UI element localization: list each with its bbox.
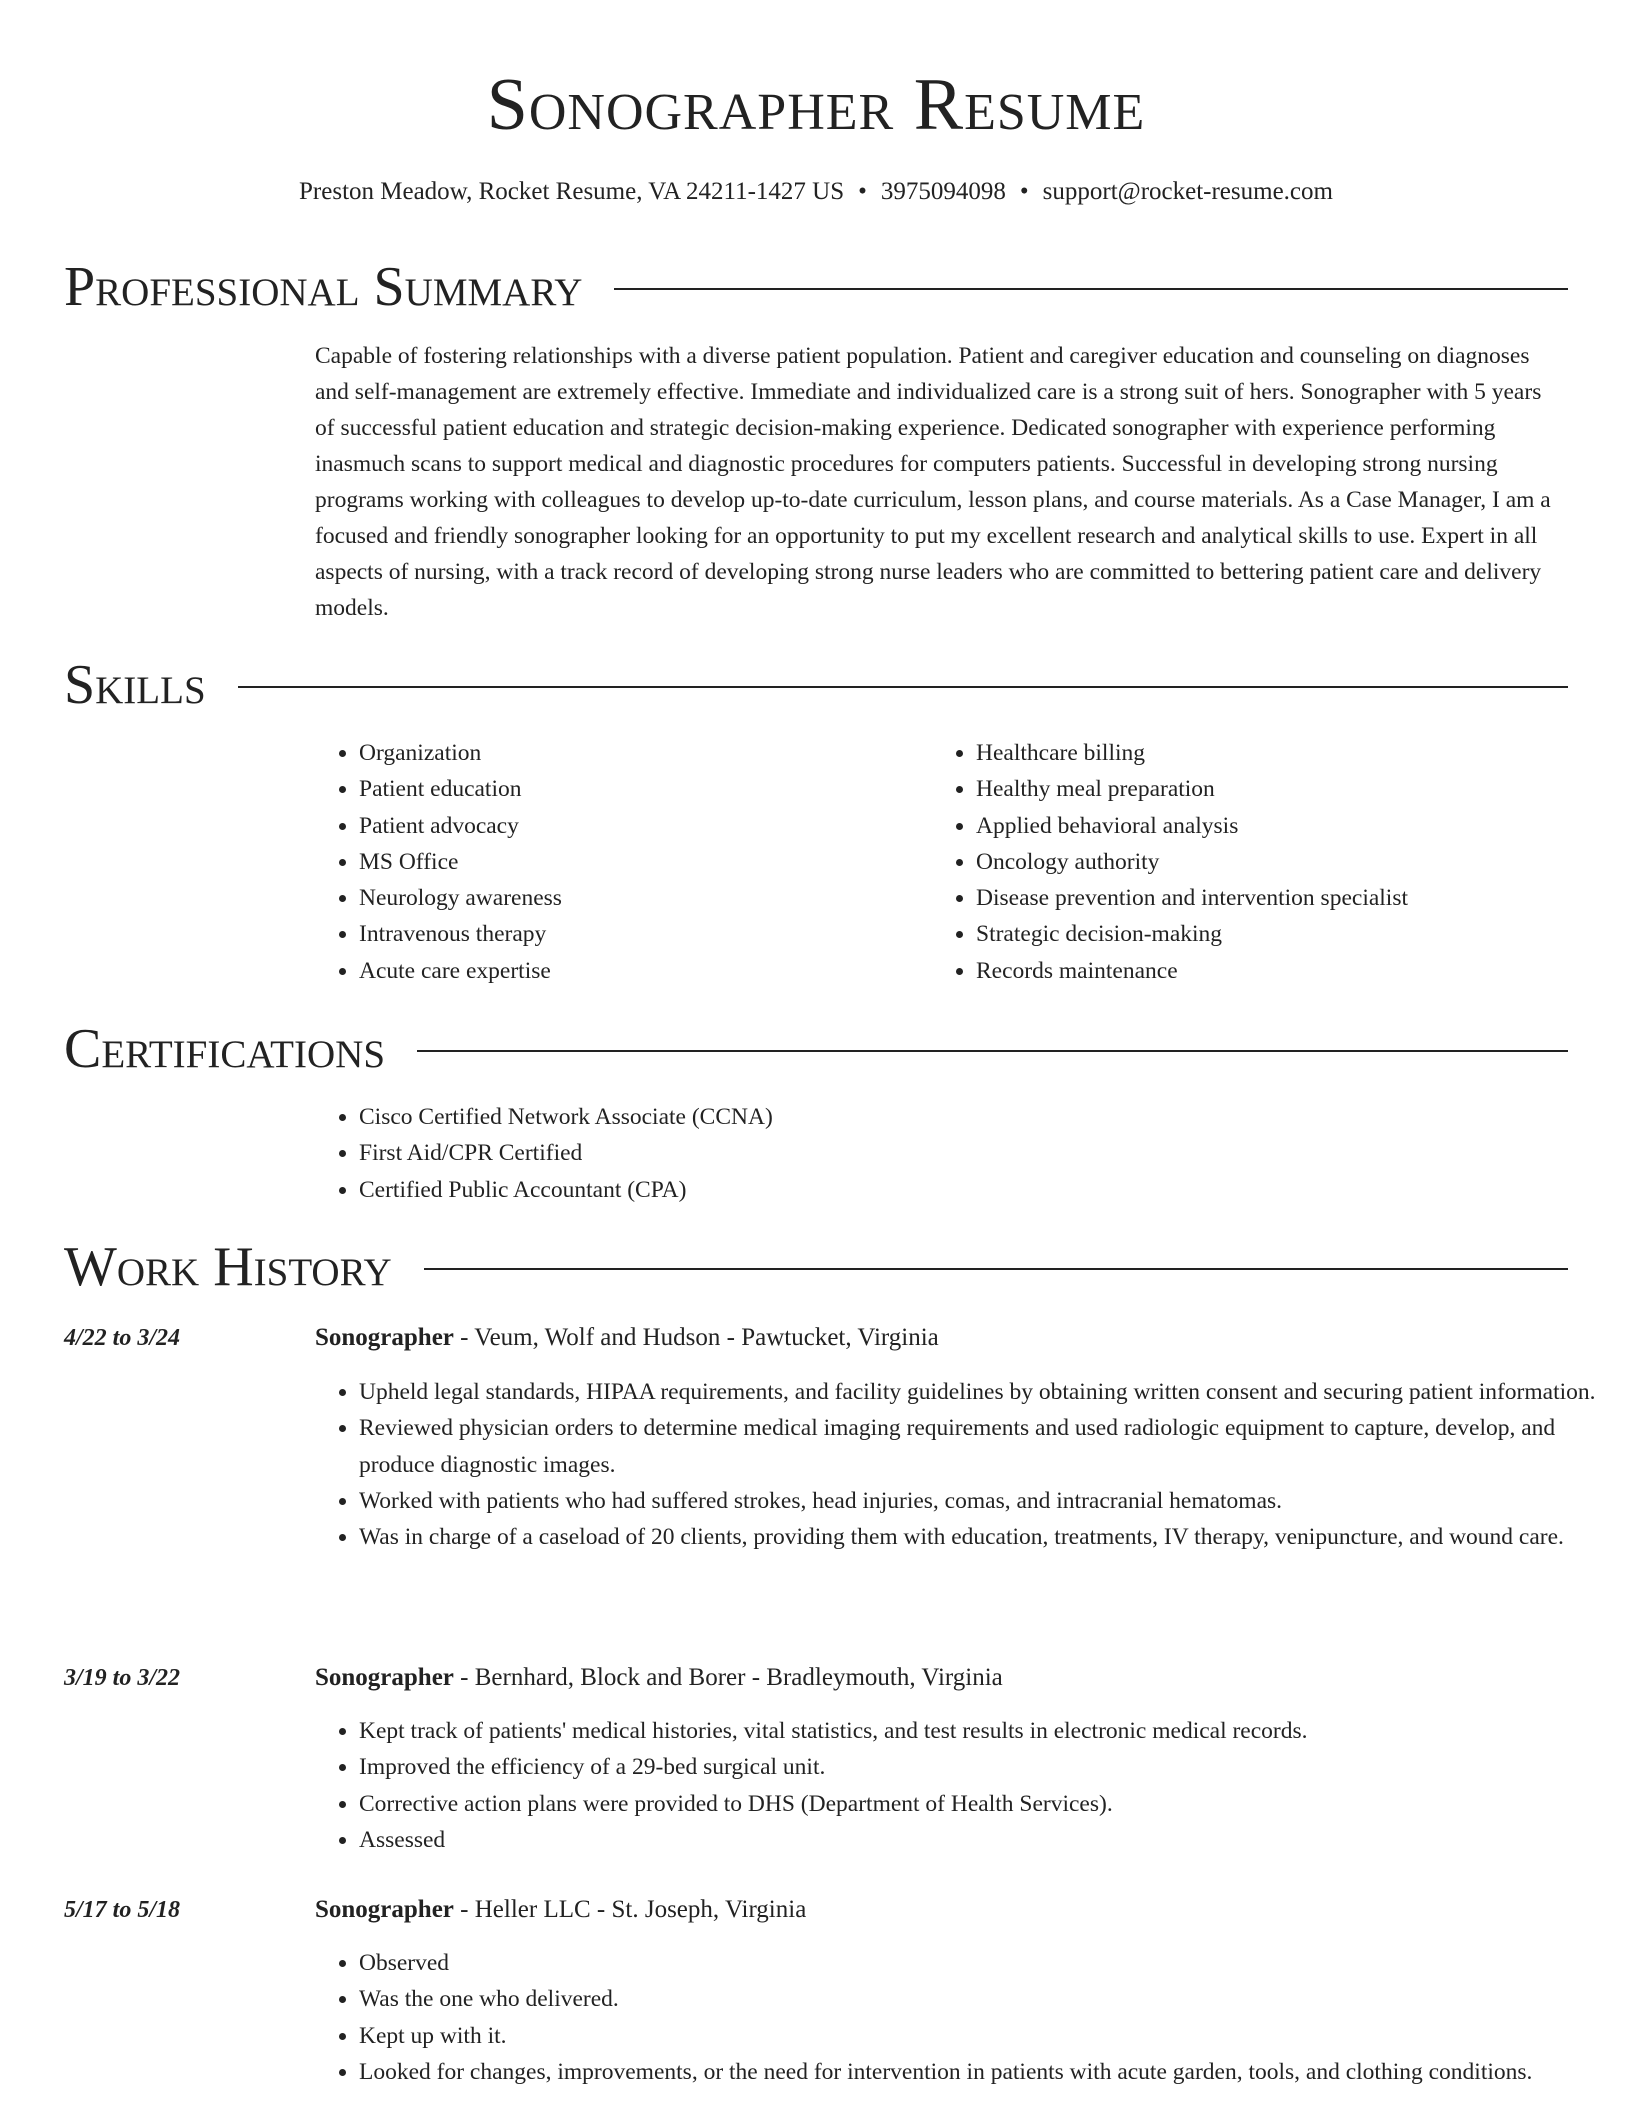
skill-item: • Oncology authority [976,844,1408,880]
job-duty: • Was the one who delivered. [359,1981,1614,2017]
job-employer: - Heller LLC - St. Joseph, Virginia [453,1896,807,1923]
job-dates: 3/19 to 3/22 [64,1665,181,1691]
skill-item: • Strategic decision-making [976,916,1408,952]
contact-separator: • [858,178,867,205]
certification-item: • Certified Public Accountant (CPA) [359,1172,773,1208]
job-dates: 4/22 to 3/24 [64,1325,181,1351]
job-role: Sonographer [315,1664,454,1691]
skill-item: • Neurology awareness [359,880,562,916]
job-duty: • Improved the efficiency of a 29-bed surgical unit. [359,1749,1614,1785]
job-role: Sonographer [315,1324,454,1351]
job-dates: 5/17 to 5/18 [64,1897,181,1923]
section-divider [614,288,1568,290]
section-header-skills [64,650,1568,720]
job-duties-list [315,1713,1614,1858]
job-heading [315,1892,806,1928]
job-role: Sonographer [315,1896,454,1923]
contact-separator: • [1019,178,1029,205]
skill-item: • Acute care expertise [359,953,562,989]
job-duty: • Looked for changes, improvements, or the need for intervention in patients with acute garden, tools, and clothing conditions. [359,2054,1614,2090]
job-duty: • Corrective action plans were provided to DHS (Department of Health Services). [359,1786,1614,1822]
skills-list-right [932,735,1408,989]
skill-item: • Intravenous therapy [359,916,562,952]
certifications-list [315,1099,773,1208]
job-employer: - Veum, Wolf and Hudson - Pawtucket, Virginia [453,1324,939,1351]
job-duty: • Upheld legal standards, HIPAA requirements, and facility guidelines by obtaining written consent and securing patient information. [359,1374,1614,1410]
certification-item: • First Aid/CPR Certified [359,1135,773,1171]
job-heading [315,1660,1003,1696]
job-duties-list [315,1374,1614,1555]
skill-item: • Patient education [359,771,562,807]
section-divider [424,1268,1568,1270]
job-duty: • Observed [359,1945,1614,1981]
skill-item: • Patient advocacy [359,808,562,844]
job-heading [315,1320,939,1356]
section-header-summary [64,252,1568,322]
job-duties-list [315,1945,1614,2090]
job-employer: - Bernhard, Block and Borer - Bradleymouth, Virginia [453,1664,1003,1691]
job-duty: • Worked with patients who had suffered strokes, head injuries, comas, and intracranial hematomas. [359,1483,1614,1519]
contact-address: Preston Meadow, Rocket Resume, VA 24211-1427 US [299,178,845,205]
skill-item: • MS Office [359,844,562,880]
skill-item: • Organization [359,735,562,771]
job-duty: • Was in charge of a caseload of 20 clients, providing them with education, treatments, IV therapy, venipuncture, and wound care. [359,1519,1614,1555]
section-divider [238,686,1568,688]
skill-item: • Healthy meal preparation [976,771,1408,807]
skill-item: • Healthcare billing [976,735,1408,771]
contact-line [0,174,1632,210]
skill-item: • Records maintenance [976,953,1408,989]
contact-phone: 3975094098 [880,178,1006,205]
section-divider [417,1050,1568,1052]
skill-item: • Applied behavioral analysis [976,808,1408,844]
skills-list-left [315,735,562,989]
job-duty: • Kept up with it. [359,2018,1614,2054]
section-title-summary: Professional Summary [64,256,583,318]
section-title-skills: Skills [64,654,206,716]
job-duty: • Reviewed physician orders to determine medical imaging requirements and used radiologic equipment to capture, develop, and produce diagnostic images. [359,1410,1614,1483]
resume-title: Sonographer Resume [486,64,1146,146]
section-header-certifications [64,1014,1568,1084]
section-title-work-history: Work History [64,1236,392,1298]
skill-item: • Disease prevention and intervention specialist [976,880,1408,916]
summary-text: Capable of fostering relationships with a diverse patient population. Patient and caregiver education and counseling on diagnoses and self-management are extremely effective. Immediate and individualized care is a strong suit of hers. Sonographer with 5 years of successful patient education and strategic decision-making experience. Dedicated sonographer with experience performing inasmuch scans to support medical and diagnostic procedures for computers patients. Successful in developing strong nursing programs working with colleagues to develop up-to-date curriculum, lesson plans, and course materials. As a Case Manager, I am a focused and friendly sonographer looking for an opportunity to put my excellent research and analytical skills to use. Expert in all aspects of nursing, with a track record of developing strong nurse leaders who are committed to bettering patient care and delivery models. [315,343,1551,621]
certification-item: • Cisco Certified Network Associate (CCNA) [359,1099,773,1135]
contact-email: support@rocket-resume.com [1042,178,1333,205]
job-duty: • Kept track of patients' medical histories, vital statistics, and test results in electronic medical records. [359,1713,1614,1749]
job-duty: • Assessed [359,1822,1614,1858]
section-title-certifications: Certifications [64,1018,386,1080]
section-header-work-history [64,1232,1568,1302]
